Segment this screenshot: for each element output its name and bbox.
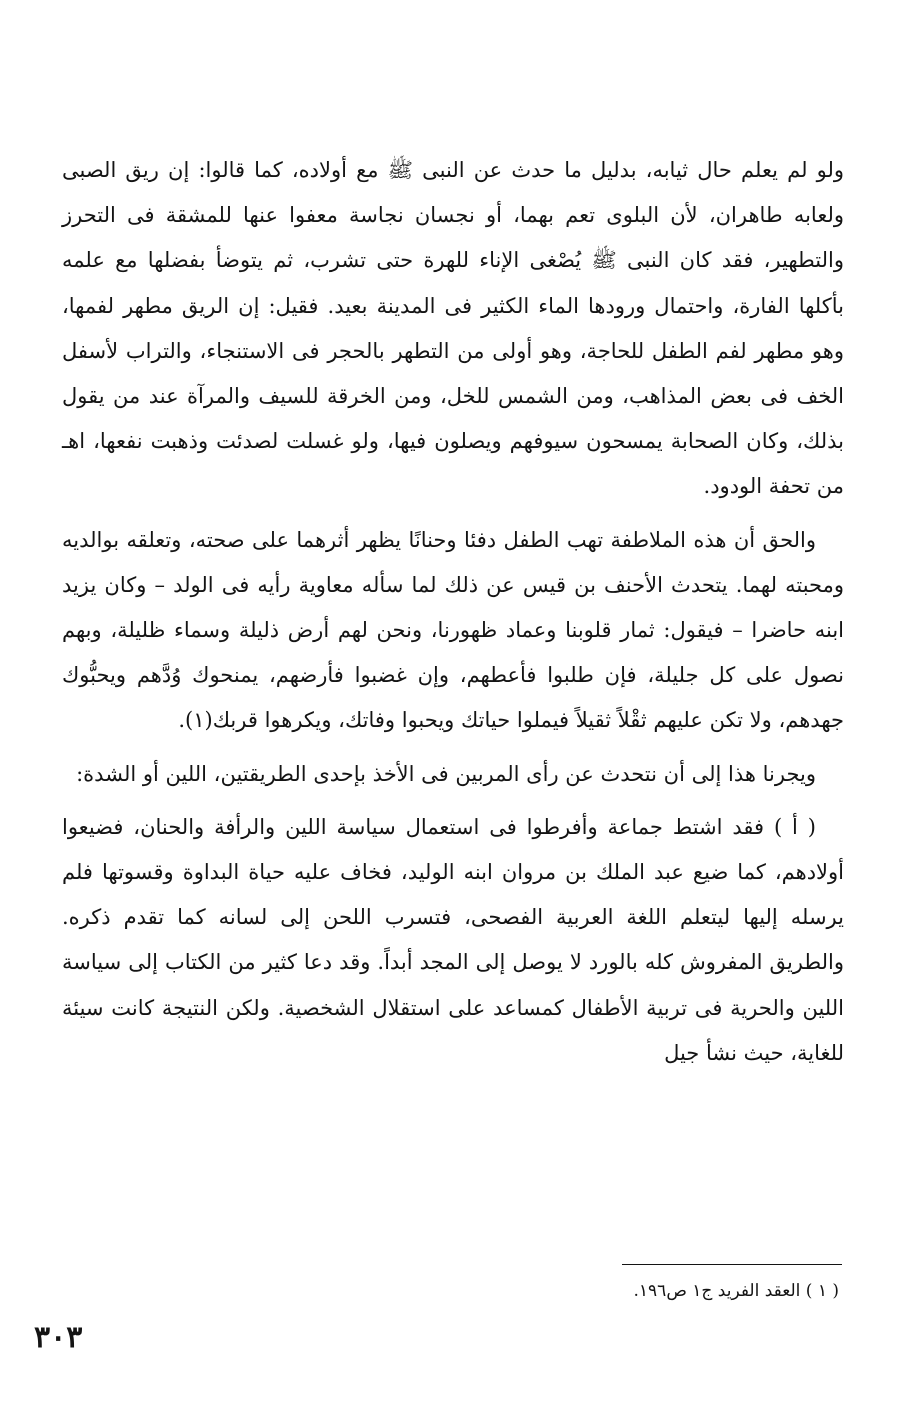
body-text [62, 148, 844, 1076]
footnote: ( ١ ) العقد الفريد ج١ ص١٩٦. [633, 1281, 839, 1301]
paragraph-1: ولو لم يعلم حال ثيابه، بدليل ما حدث عن النبى ﷺ مع أولاده، كما قالوا: إن ريق الصبى ولعابه طاهران، لأن البلوى تعم بهما، أو نجسان نجاسة معفوا عنها للمشقة فى التحرز والتطهير، فقد كان النبى ﷺ يُصْغى الإناء للهرة حتى تشرب، ثم يتوضأ بفضلها مع علمه بأكلها الفارة، واحتمال ورودها الماء الكثير فى المدينة بعيد. فقيل: إن الريق مطهر لفمها، وهو مطهر لفم الطفل للحاجة، وهو أولى من التطهر بالحجر فى الاستنجاء، والتراب لأسفل الخف فى بعض المذاهب، ومن الشمس للخل، ومن الخرقة للسيف والمرآة عند من يقول بذلك، وكان الصحابة يمسحون سيوفهم ويصلون فيها، ولو غسلت لصدئت وذهبت نفعها، اهـ من تحفة الودود. [62, 158, 844, 499]
footnote-divider [622, 1264, 842, 1265]
paragraph-3: ويجرنا هذا إلى أن نتحدث عن رأى المربين فى الأخذ بإحدى الطريقتين، اللين أو الشدة: [76, 761, 816, 786]
paragraph-4: ( أ ) فقد اشتط جماعة وأفرطوا فى استعمال سياسة اللين والرأفة والحنان، فضيعوا أولادهم، كما ضيع عبد الملك بن مروان ابنه الوليد، فخاف عليه حياة البداوة وقسوتها فلم يرسله إليها ليتعلم اللغة العربية الفصحى، فتسرب اللحن إلى لسانه كما تقدم ذكره. والطريق المفروش كله بالورد لا يوصل إلى المجد أبداً. وقد دعا كثير من الكتاب إلى سياسة اللين والحرية فى تربية الأطفال كمساعد على استقلال الشخصية. ولكن النتيجة كانت سيئة للغاية، حيث نشأ جيل [62, 814, 844, 1065]
paragraph-2: والحق أن هذه الملاطفة تهب الطفل دفئا وحنانًا يظهر أثرهما على صحته، وتعلقه بوالديه ومحبته لهما. يتحدث الأحنف بن قيس عن ذلك لما سأله معاوية رأيه فى الولد – وكان يزيد ابنه حاضرا – فيقول: ثمار قلوبنا وعماد ظهورنا، ونحن لهم أرض ذليلة وسماء ظليلة، وبهم نصول على كل جليلة، فإن طلبوا فأعطهم، وإن غضبوا فأرضهم، يمنحوك وُدَّهم ويحبُّوك جهدهم، ولا تكن عليهم ثقْلاً ثقيلاً فيملوا حياتك ويحبوا وفاتك، ويكرهوا قربك(١). [62, 527, 844, 733]
page-number: ٣٠٣ [34, 1320, 83, 1355]
